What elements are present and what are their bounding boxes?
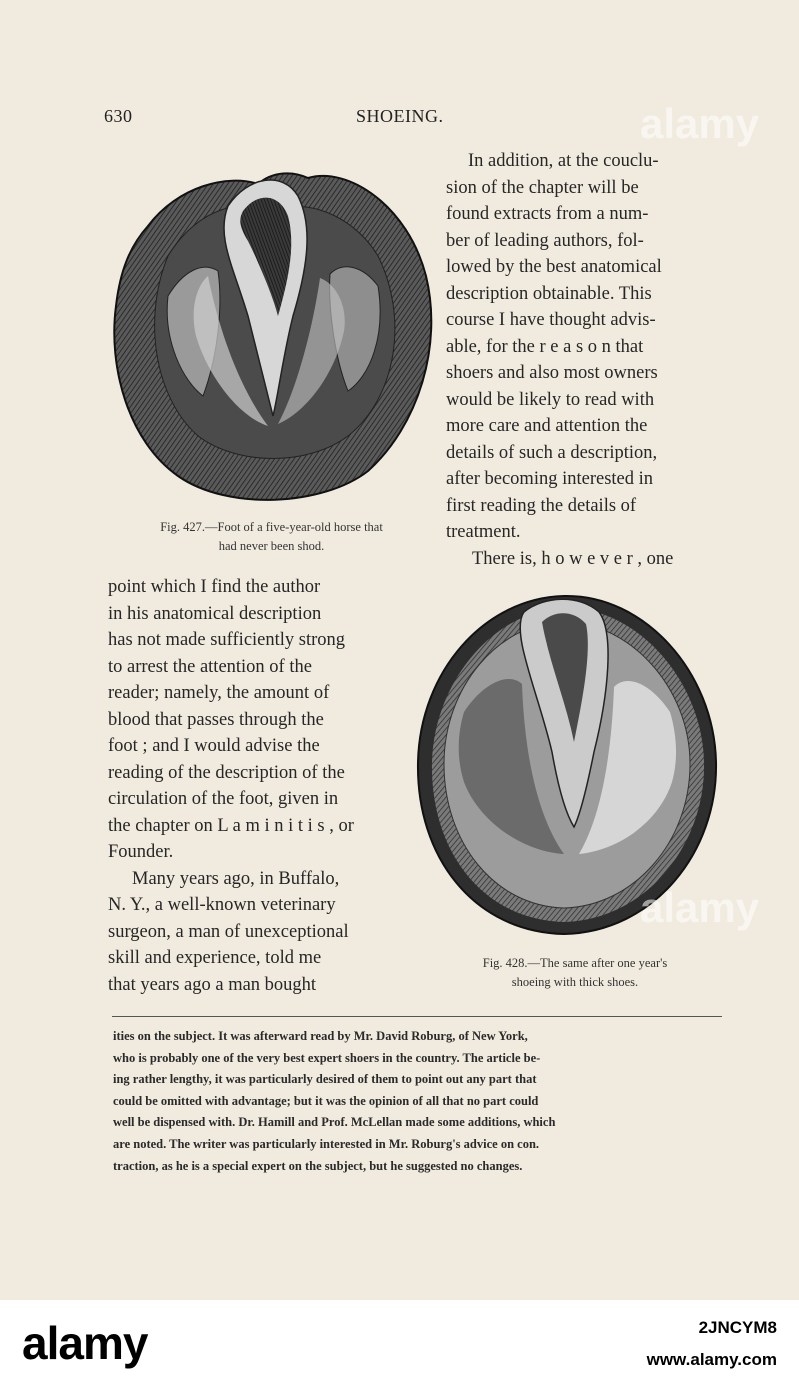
running-head: SHOEING. xyxy=(356,106,444,126)
text-line: ber of leading authors, fol- xyxy=(446,230,644,251)
footnote-line: traction, as he is a special expert on the subject, but he suggested no changes. xyxy=(113,1158,523,1173)
footnote-line: ities on the subject. It was afterward read by Mr. David Roburg, of New York, xyxy=(113,1029,528,1043)
footnote-line: well be dispensed with. Dr. Hamill and Prof. McLellan made some additions, which xyxy=(113,1115,556,1130)
text-line: surgeon, a man of unexceptional xyxy=(108,921,349,942)
caption-line: shoeing with thick shoes. xyxy=(511,975,639,989)
image-id-label: 2JNCYM8 xyxy=(698,1318,777,1337)
footnote xyxy=(113,1026,725,1177)
site-url: www.alamy.com xyxy=(646,1350,777,1369)
text-line: blood that passes through the xyxy=(108,709,324,730)
text-line: lowed by the best anatomical xyxy=(446,257,662,277)
page-number: 630 xyxy=(104,106,133,126)
left-column-text xyxy=(108,574,404,998)
text-line: course I have thought advis- xyxy=(446,310,656,330)
text-line: able, for the r e a s o n that xyxy=(446,336,644,357)
stock-footer-bar xyxy=(0,1300,799,1390)
right-column-text xyxy=(446,148,718,572)
footnote-line: could be omitted with advantage; but it was the opinion of all that no part could xyxy=(113,1093,539,1108)
watermark-logo: alamy xyxy=(640,884,760,931)
caption-line: Fig. 427.—Foot of a five-year-old horse that xyxy=(160,520,383,534)
text-line: the chapter on L a m i n i t i s , or xyxy=(108,815,354,836)
text-line: to arrest the attention of the xyxy=(108,656,312,677)
text-line: has not made sufficiently strong xyxy=(108,630,346,650)
text-line: Many years ago, in Buffalo, xyxy=(132,868,340,889)
text-line: in his anatomical description xyxy=(108,603,322,624)
text-line: more care and attention the xyxy=(446,416,648,436)
fig-427-caption xyxy=(104,518,439,556)
text-line: description obtainable. This xyxy=(446,283,652,304)
footnote-line: who is probably one of the very best expert shoers in the country. The article be- xyxy=(113,1050,541,1065)
text-line: reader; namely, the amount of xyxy=(108,683,330,703)
text-line: treatment. xyxy=(446,522,521,542)
text-line: sion of the chapter will be xyxy=(446,177,639,198)
text-line: circulation of the foot, given in xyxy=(108,789,339,809)
text-line: after becoming interested in xyxy=(446,469,654,489)
footnote-line: are noted. The writer was particularly interested in Mr. Roburg's advice on con. xyxy=(113,1136,540,1151)
caption-line: had never been shod. xyxy=(218,539,325,553)
text-line: found extracts from a num- xyxy=(446,204,649,224)
text-line: foot ; and I would advise the xyxy=(108,736,320,756)
fig-428-caption xyxy=(425,954,725,992)
fig-427-hoof-illustration xyxy=(108,166,438,506)
text-line: that years ago a man bought xyxy=(108,974,317,995)
caption-line: Fig. 428.—The same after one year's xyxy=(482,956,668,970)
text-line: first reading the details of xyxy=(446,495,637,516)
text-line: There is, h o w e v e r , one xyxy=(472,548,674,569)
footnote-line: ing rather lengthy, it was particularly desired of them to point out any part that xyxy=(113,1072,537,1087)
text-line: shoers and also most owners xyxy=(446,363,658,383)
text-line: Founder. xyxy=(108,842,174,862)
text-line: point which I find the author xyxy=(108,577,321,597)
brand-logo: alamy xyxy=(22,1317,148,1369)
text-line: would be likely to read with xyxy=(446,389,655,410)
text-line: details of such a description, xyxy=(446,442,658,463)
footnote-divider xyxy=(112,1016,722,1017)
text-line: In addition, at the couclu- xyxy=(468,151,659,171)
text-line: reading of the description of the xyxy=(108,762,345,783)
watermark-logo: alamy xyxy=(640,100,760,147)
text-line: skill and experience, told me xyxy=(108,948,322,968)
text-line: N. Y., a well-known veterinary xyxy=(108,895,336,915)
